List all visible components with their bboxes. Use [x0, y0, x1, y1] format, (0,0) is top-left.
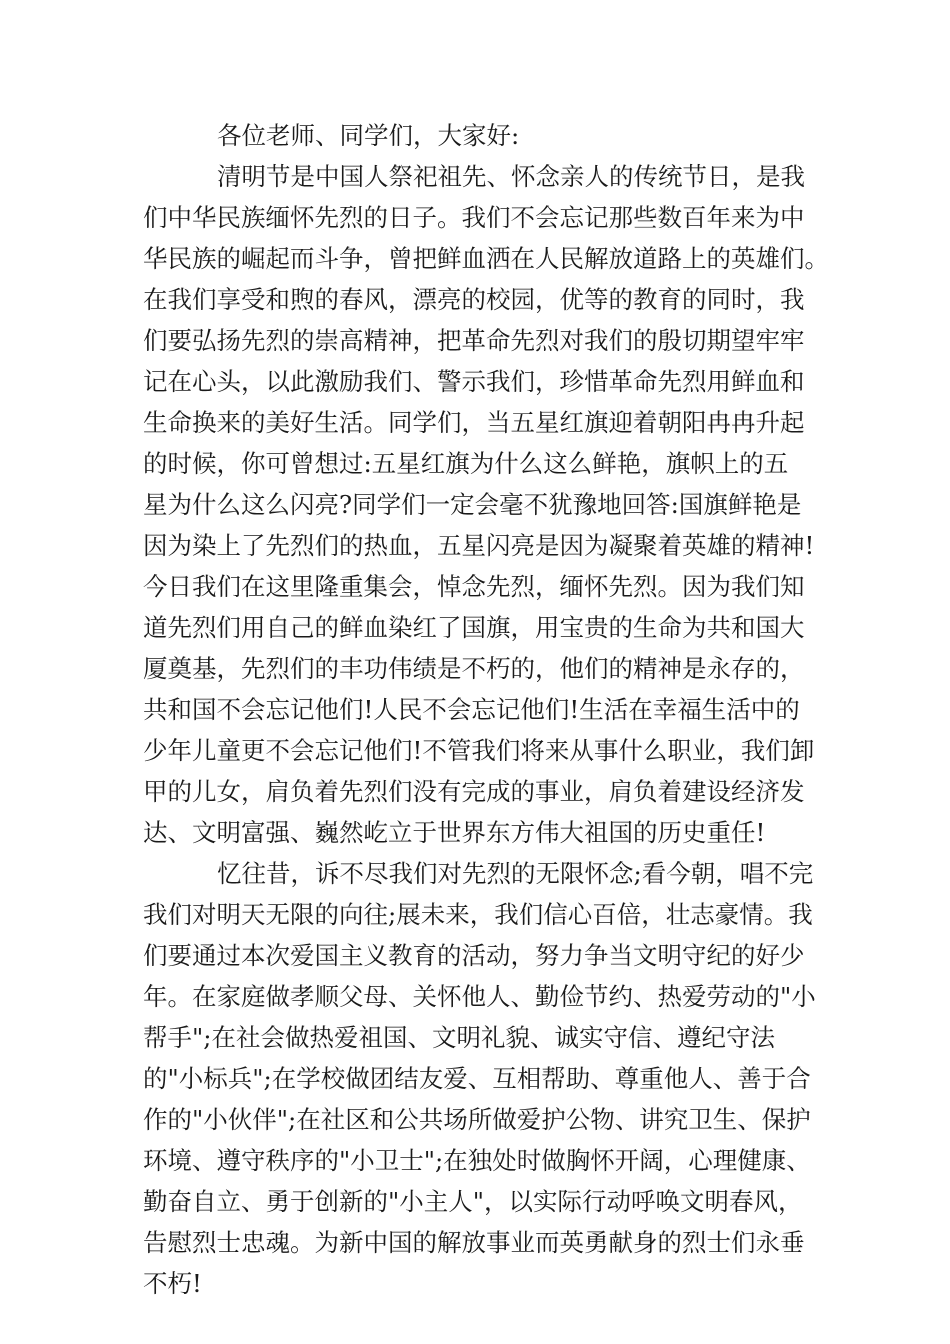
paragraph1-line: 们中华民族缅怀先烈的日子。我们不会忘记那些数百年来为中	[143, 203, 805, 232]
paragraph2-line: 帮手";在社会做热爱祖国、文明礼貌、诚实守信、遵纪守法	[143, 1023, 776, 1052]
paragraph1-line: 共和国不会忘记他们!人民不会忘记他们!生活在幸福生活中的	[143, 695, 800, 724]
greeting-line: 各位老师、同学们，大家好:	[217, 121, 520, 150]
paragraph2-line: 勤奋自立、勇于创新的"小主人"，以实际行动呼唤文明春风，	[143, 1187, 803, 1216]
paragraph2-line: 年。在家庭做孝顺父母、关怀他人、勤俭节约、热爱劳动的"小	[143, 982, 816, 1011]
paragraph2-line: 们要通过本次爱国主义教育的活动，努力争当文明守纪的好少	[143, 941, 805, 970]
paragraph2-line: 的"小标兵";在学校做团结友爱、互相帮助、尊重他人、善于合	[143, 1064, 811, 1093]
paragraph2-line: 不朽!	[143, 1269, 202, 1298]
paragraph1-line: 华民族的崛起而斗争，曾把鲜血洒在人民解放道路上的英雄们。	[143, 244, 829, 273]
paragraph1-line: 生命换来的美好生活。同学们，当五星红旗迎着朝阳冉冉升起	[143, 408, 805, 437]
paragraph1-line: 甲的儿女，肩负着先烈们没有完成的事业，肩负着建设经济发	[143, 777, 805, 806]
paragraph2-line: 我们对明天无限的向往;展未来，我们信心百倍，壮志豪情。我	[143, 900, 813, 929]
paragraph1-line: 今日我们在这里隆重集会，悼念先烈，缅怀先烈。因为我们知	[143, 572, 805, 601]
paragraph2-line: 作的"小伙伴";在社区和公共场所做爱护公物、讲究卫生、保护	[143, 1105, 811, 1134]
paragraph2-line: 环境、遵守秩序的"小卫士";在独处时做胸怀开阔，心理健康、	[143, 1146, 811, 1175]
paragraph2-line: 忆往昔，诉不尽我们对先烈的无限怀念;看今朝，唱不完	[217, 859, 814, 888]
paragraph1-line: 清明节是中国人祭祀祖先、怀念亲人的传统节日，是我	[217, 162, 805, 191]
paragraph1-line: 少年儿童更不会忘记他们!不管我们将来从事什么职业，我们卸	[143, 736, 815, 765]
paragraph1-line: 的时候，你可曾想过:五星红旗为什么这么鲜艳，旗帜上的五	[143, 449, 789, 478]
paragraph1-line: 星为什么这么闪亮?同学们一定会毫不犹豫地回答:国旗鲜艳是	[143, 490, 802, 519]
speech-text	[143, 115, 829, 1304]
paragraph2-line: 告慰烈士忠魂。为新中国的解放事业而英勇献身的烈士们永垂	[143, 1228, 805, 1257]
paragraph1-line: 在我们享受和煦的春风，漂亮的校园，优等的教育的同时，我	[143, 285, 805, 314]
paragraph1-line: 因为染上了先烈们的热血，五星闪亮是因为凝聚着英雄的精神!	[143, 531, 815, 560]
paragraph1-line: 们要弘扬先烈的崇高精神，把革命先烈对我们的殷切期望牢牢	[143, 326, 805, 355]
paragraph1-line: 达、文明富强、巍然屹立于世界东方伟大祖国的历史重任!	[143, 818, 766, 847]
paragraph1-line: 道先烈们用自己的鲜血染红了国旗，用宝贵的生命为共和国大	[143, 613, 805, 642]
paragraph1-line: 记在心头，以此激励我们、警示我们，珍惜革命先烈用鲜血和	[143, 367, 805, 396]
paragraph1-line: 厦奠基，先烈们的丰功伟绩是不朽的，他们的精神是永存的，	[143, 654, 805, 683]
